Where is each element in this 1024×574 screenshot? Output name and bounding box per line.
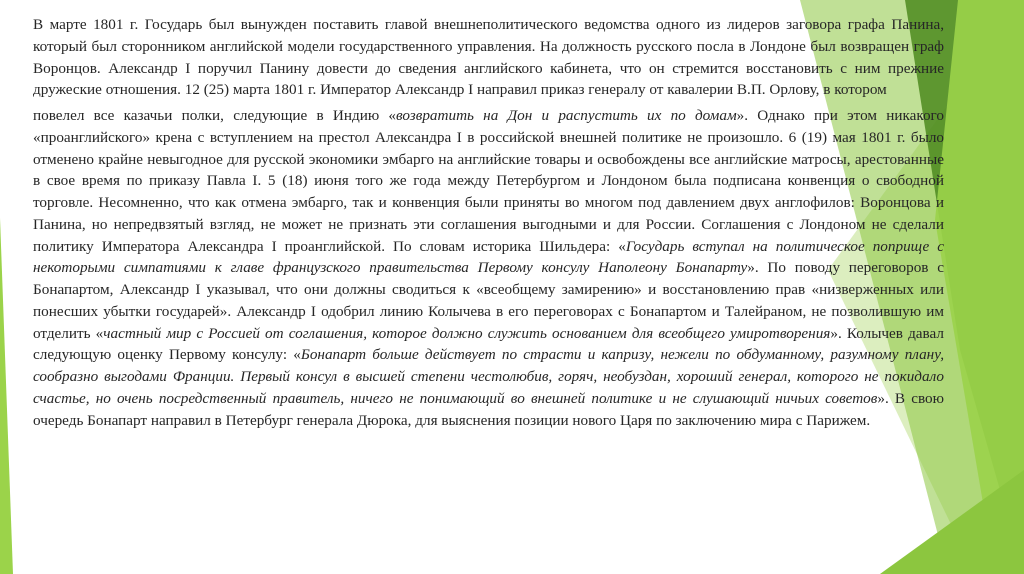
text-segment: ». Колычев давал следующую оценку Первому консулу: «: [33, 324, 944, 364]
text-segment: повелел все казачьи полки, следующие в Индию «: [33, 107, 397, 124]
paragraph-gap: [33, 101, 944, 105]
text-segment: ». Однако при этом никакого «проанглийского» крена с вступлением на престол Александра I в российской внешней политике не произошло. 6 (19) мая 1801 г. было отменено крайне невыгодное для русской экономики эмбарго на английские товары и освобождены все английские матросы, арестованные в свое время по приказу Павла I. 5 (18) июня того же года между Петербургом и Лондоном была подписана конвенция о свободной торговле. Несомненно, что как отмена эмбарго, так и конвенция были приняты во многом под давлением двух англофилов: Воронцова и Панина, но непредвзятый взгляд, не может не признать эти соглашения выгодными и для России. Соглашения с Лондоном не сделали политику Императора Александра I проанглийской. По словам историка Шильдера: «: [33, 107, 945, 255]
paragraph-1: [33, 16, 944, 98]
italic-quote: возвратить на Дон и распустить их по домам: [396, 107, 737, 124]
body-text: [33, 14, 944, 431]
paragraph-2: [33, 107, 944, 429]
text-segment: ». В свою очередь Бонапарт направил в Петербург генерала Дюрока, для выяснения позиции нового Царя по заключению мира с Парижем.: [33, 389, 944, 429]
italic-quote: Бонапарт больше действует по страсти и капризу, нежели по обдуманному, разумному плану, сообразно выгодами Франции. Первый консул в высшей степени честолюбив, горяч, необуздан, хороший генерал, которого не покидало счастье, но очень посредственный правитель, ничего не понимающий во внешней политике и не слушающий ничьих советов: [33, 346, 945, 407]
left-accent-shape: [0, 218, 13, 574]
italic-quote: Государь вступал на политическое поприще с некоторыми симпатиями к главе французского правительства Первому консулу Наполеону Бонапарту: [33, 237, 944, 277]
text-segment: В марте 1801 г. Государь был вынужден поставить главой внешнеполитического ведомства одного из лидеров заговора графа Панина, который был сторонником английской модели государственного управления. На должность русского посла в Лондоне был возвращен граф Воронцов. Александр I поручил Панину довести до сведения английского кабинета, что он стремится восстановить с ним прежние дружеские отношения. 12 (25) марта 1801 г. Император Александр I направил приказ генералу от кавалерии В.П. Орлову, в котором: [33, 16, 944, 99]
italic-quote: частный мир с Россией от соглашения, которое должно служить основанием для всеобщего умиротворения: [103, 324, 831, 342]
text-segment: ». По поводу переговоров с Бонапартом, Александр I указывал, что они должны сводиться к «всеобщему замирению» и восстановлению прав «низверженных или понесших убытки государей». Александр I одобрил линию Колычева в его переговорах с Бонапартом и Талейраном, не позволившую им отделить «: [33, 259, 944, 342]
